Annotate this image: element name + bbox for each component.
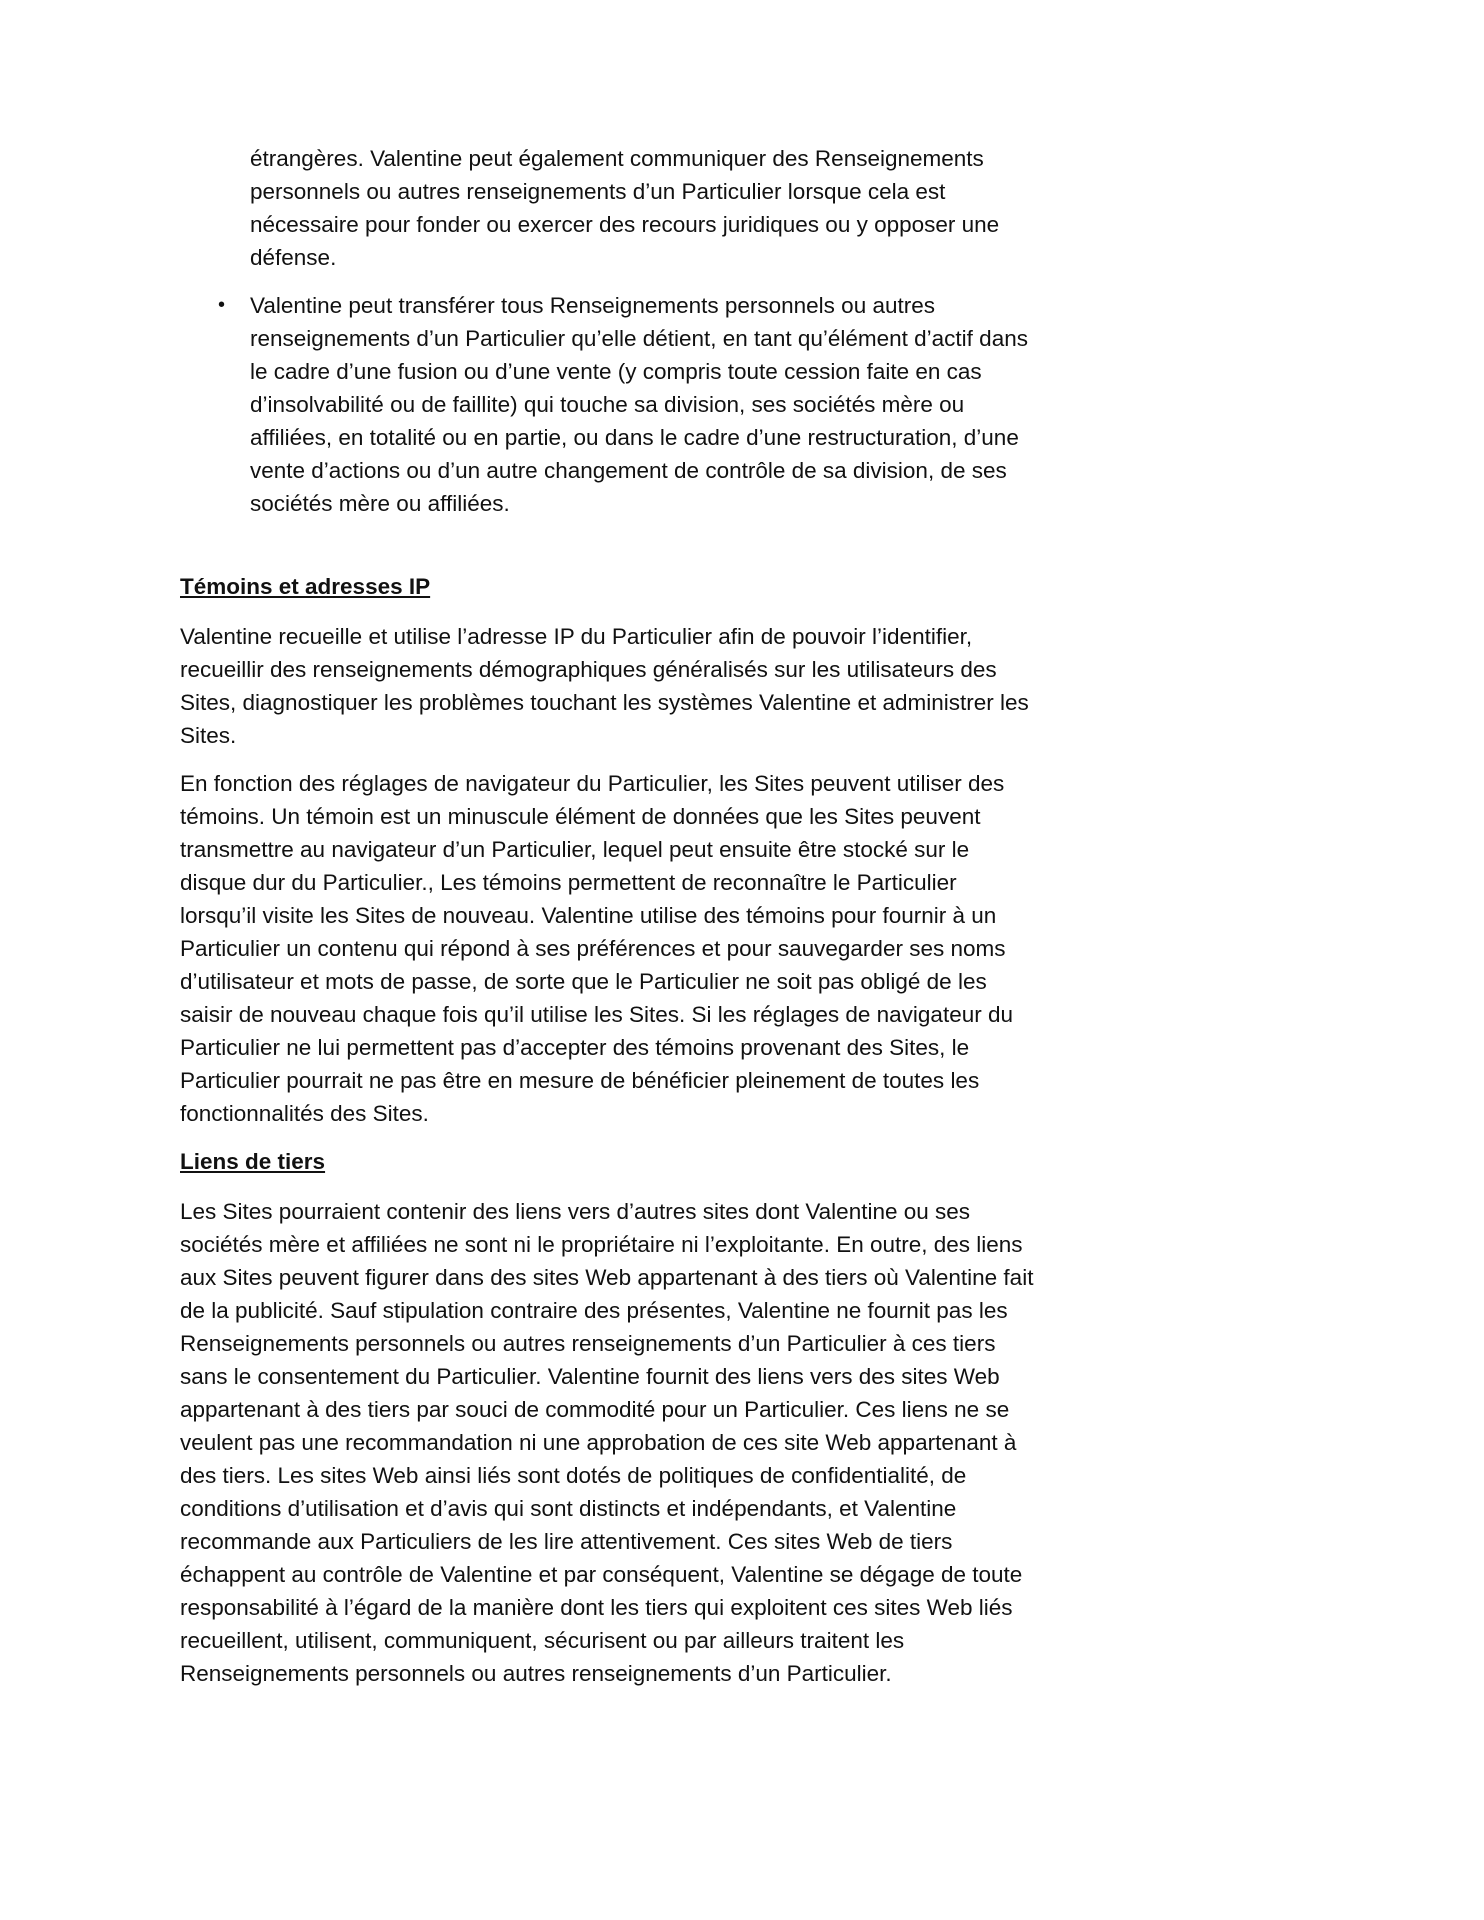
section-heading-temoins: Témoins et adresses IP [180,574,431,599]
document-content [180,142,1040,1690]
section-heading-liens: Liens de tiers [180,1149,326,1174]
bullet-item [218,289,1040,520]
bullet-marker-icon: • [218,294,226,316]
bullet-text: Valentine peut transférer tous Renseignements personnels ou autres renseignements d’un Particulier qu’elle détient, en tant qu’élément d’actif dans le cadre d’une fusion ou d’une vente (y compris toute cession faite en cas d’insolvabilité ou de faillite) qui touche sa division, ses sociétés mère ou affiliées, en totalité ou en partie, ou dans le cadre d’une restructuration, d’une vente d’actions ou d’un autre changement de contrôle de sa division, de ses sociétés mère ou affiliées. [250,293,1028,516]
paragraph-continuation: étrangères. Valentine peut également communiquer des Renseignements personnels ou autres renseignements d’un Particulier lorsque cela est nécessaire pour fonder ou exercer des recours juridiques ou y opposer une défense. [250,146,1000,270]
paragraph-liens-1: Les Sites pourraient contenir des liens vers d’autres sites dont Valentine ou ses sociétés mère et affiliées ne sont ni le propriétaire ni l’exploitante. En outre, des liens aux Sites peuvent figurer dans des sites Web appartenant à des tiers où Valentine fait de la publicité. Sauf stipulation contraire des présentes, Valentine ne fournit pas les Renseignements personnels ou autres renseignements d’un Particulier à ces tiers sans le consentement du Particulier. Valentine fournit des liens vers des sites Web appartenant à des tiers par souci de commodité pour un Particulier. Ces liens ne se veulent pas une recommandation ni une approbation de ces site Web appartenant à des tiers. Les sites Web ainsi liés sont dotés de politiques de confidentialité, de conditions d’utilisation et d’avis qui sont distincts et indépendants, et Valentine recommande aux Particuliers de les lire attentivement. Ces sites Web de tiers échappent au contrôle de Valentine et par conséquent, Valentine se dégage de toute responsabilité à l’égard de la manière dont les tiers qui exploitent ces sites Web liés recueillent, utilisent, communiquent, sécurisent ou par ailleurs traitent les Renseignements personnels ou autres renseignements d’un Particulier. [180,1199,1034,1686]
paragraph-temoins-1: Valentine recueille et utilise l’adresse IP du Particulier afin de pouvoir l’identifier, recueillir des renseignements démographiques généralisés sur les utilisateurs des Sites, diagnostiquer les problèmes touchant les systèmes Valentine et administrer les Sites. [180,624,1029,748]
paragraph-temoins-2: En fonction des réglages de navigateur du Particulier, les Sites peuvent utiliser des témoins. Un témoin est un minuscule élément de données que les Sites peuvent transmettre au navigateur d’un Particulier, lequel peut ensuite être stocké sur le disque dur du Particulier., Les témoins permettent de reconnaître le Particulier lorsqu’il visite les Sites de nouveau. Valentine utilise des témoins pour fournir à un Particulier un contenu qui répond à ses préférences et pour sauvegarder ses noms d’utilisateur et mots de passe, de sorte que le Particulier ne soit pas obligé de les saisir de nouveau chaque fois qu’il utilise les Sites. Si les réglages de navigateur du Particulier ne lui permettent pas d’accepter des témoins provenant des Sites, le Particulier pourrait ne pas être en mesure de bénéficier pleinement de toutes les fonctionnalités des Sites. [180,771,1013,1126]
section-liens-de-tiers [180,1145,1040,1690]
section-temoins-et-adresses-ip [180,570,1040,1130]
